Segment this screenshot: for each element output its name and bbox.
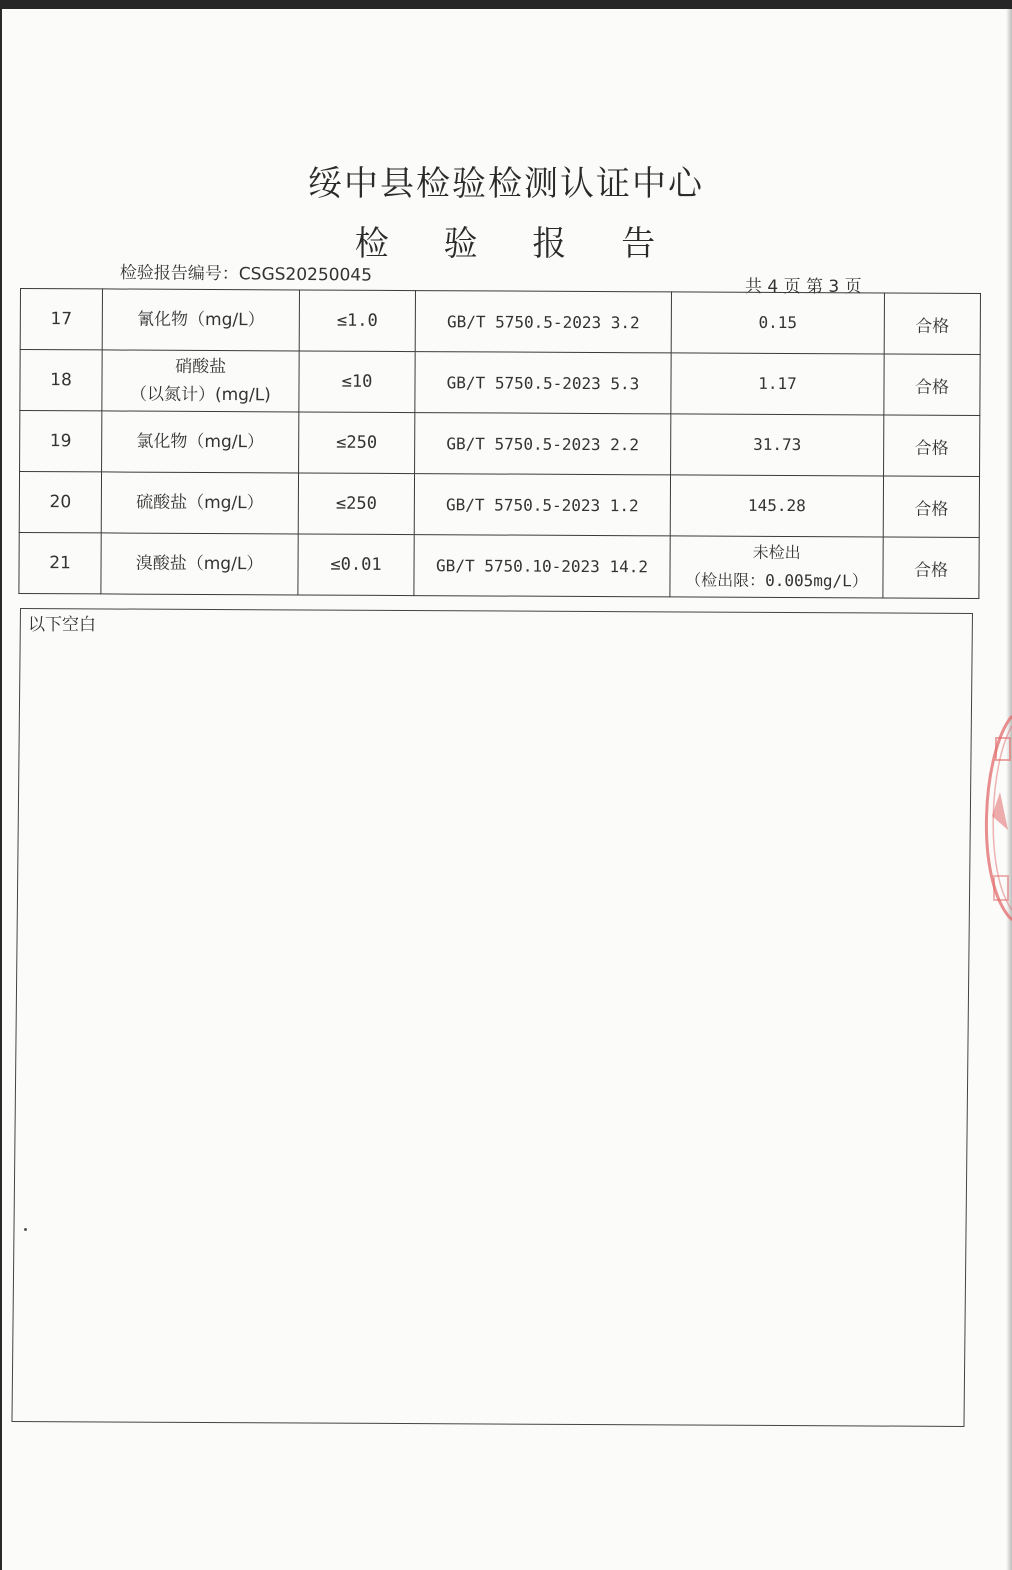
test-result: 0.15 [671, 292, 884, 354]
table-row [20, 411, 980, 477]
test-item [102, 411, 299, 473]
test-item-name: 氰化物（mg/L） [137, 309, 265, 331]
report-number: 检验报告编号：CSGS20250045 [119, 262, 373, 286]
test-item-name: 溴酸盐（mg/L） [135, 553, 264, 575]
test-method: GB/T 5750.5-2023 3.2 [415, 291, 671, 353]
verdict: 合格 [884, 293, 980, 355]
test-item [101, 533, 298, 595]
row-number: 17 [20, 289, 102, 350]
blank-area-frame [11, 608, 973, 1427]
red-seal-icon [978, 712, 1012, 924]
test-item-name: 氯化物（mg/L） [136, 431, 265, 453]
limit-value: ≤250 [299, 412, 415, 474]
results-table [18, 288, 981, 599]
row-number: 19 [20, 411, 102, 472]
limit-value: ≤0.01 [298, 534, 414, 596]
test-result [670, 536, 883, 598]
row-number: 20 [19, 472, 101, 533]
test-item-name: 硝酸盐 [175, 356, 227, 378]
verdict: 合格 [884, 354, 980, 416]
limit-value: ≤1.0 [299, 290, 415, 352]
test-item [101, 472, 298, 534]
test-result: 31.73 [671, 414, 884, 476]
detection-limit: （检出限：0.005mg/L） [685, 570, 868, 591]
test-item [102, 289, 299, 351]
test-method: GB/T 5750.5-2023 1.2 [414, 474, 670, 536]
limit-value: ≤250 [298, 473, 414, 535]
table-row [19, 532, 979, 598]
test-method: GB/T 5750.5-2023 5.3 [415, 352, 671, 414]
document-title: 检 验 报 告 [354, 224, 678, 264]
test-result: 1.17 [671, 353, 884, 415]
limit-value: ≤10 [299, 351, 415, 413]
page-info: 共 4 页 第 3 页 [745, 277, 862, 297]
test-item-unit: （以氮计）(mg/L) [129, 384, 271, 406]
test-method: GB/T 5750.10-2023 14.2 [414, 535, 670, 597]
table-row [20, 350, 980, 416]
result-main: 未检出 [752, 542, 801, 563]
row-number: 21 [19, 532, 101, 593]
verdict: 合格 [884, 415, 980, 477]
org-name: 绥中县检验检测认证中心 [308, 164, 704, 204]
row-number: 18 [20, 350, 102, 411]
test-method: GB/T 5750.5-2023 2.2 [415, 413, 671, 475]
test-item [102, 350, 299, 412]
verdict: 合格 [883, 476, 979, 538]
blank-note: 以下空白 [28, 615, 96, 635]
table-row [20, 289, 980, 355]
verdict: 合格 [883, 537, 979, 599]
table-row [19, 472, 979, 538]
test-result: 145.28 [670, 475, 883, 537]
test-item-name: 硫酸盐（mg/L） [136, 492, 264, 514]
scan-speck [24, 1228, 27, 1231]
